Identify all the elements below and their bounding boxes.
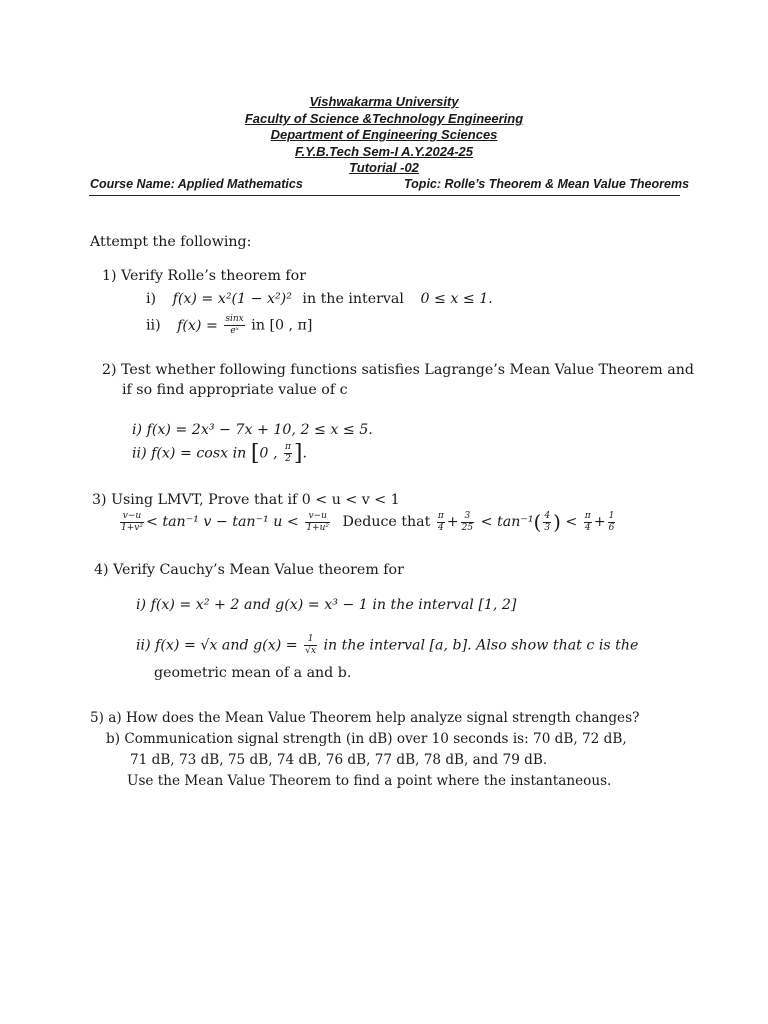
q3-pi: π xyxy=(437,510,444,521)
q2-ii-numerator: π xyxy=(284,442,291,452)
university-name: Vishwakarma University xyxy=(309,94,459,109)
q2-part-ii xyxy=(132,441,307,466)
q2-ii-denominator: 2 xyxy=(285,454,291,464)
q1-i-text: in the interval xyxy=(302,291,404,307)
q3-twentyfive: 25 xyxy=(461,522,474,533)
q3-three-over-25 xyxy=(461,511,474,534)
q1-ii-fraction xyxy=(224,314,244,337)
q1-i-label: i) xyxy=(146,291,157,307)
q3-fraction-1 xyxy=(120,511,144,534)
q2-ii-end: . xyxy=(302,445,308,462)
q3-three-b: 3 xyxy=(544,522,551,533)
faculty-name: Faculty of Science &Technology Engineering xyxy=(244,111,524,126)
q4-ii-c: geometric mean of a and b. xyxy=(154,665,352,681)
q3-four-over-three xyxy=(543,511,551,534)
q3-deduce: Deduce that xyxy=(342,514,431,530)
program-name: F.Y.B.Tech Sem-I A.Y.2024-25 xyxy=(294,144,473,159)
q3-six: 6 xyxy=(608,522,615,533)
q1-part-ii xyxy=(146,314,312,337)
q2-ii-bracket-open: [ xyxy=(250,441,260,466)
q5-part-a: 5) a) How does the Mean Value Theorem help analyze signal strength changes? xyxy=(90,710,640,726)
q3-fraction-2 xyxy=(305,511,330,534)
q3-four: 4 xyxy=(437,522,444,533)
q2-ii-fraction xyxy=(284,442,292,465)
q1-i-expression: f(x) = x²(1 − x²)² xyxy=(172,291,292,307)
q1-ii-numerator: sinx xyxy=(225,314,244,324)
q3-f2-numerator: v−u xyxy=(305,511,330,523)
instructions: Attempt the following: xyxy=(90,234,252,250)
q3-paren-close: ) xyxy=(553,510,561,534)
q3-four-b: 4 xyxy=(544,510,551,521)
q2-ii-bracket-close: ] xyxy=(293,441,303,466)
q3-one: 1 xyxy=(608,510,615,521)
header-divider xyxy=(89,195,680,196)
q1-ii-lhs: f(x) = xyxy=(177,317,218,334)
q1-ii-label: ii) xyxy=(146,317,161,334)
q2-ii-zero: 0 , xyxy=(259,445,278,462)
q3-pi-b: π xyxy=(584,510,591,521)
q3-f1-numerator: v−u xyxy=(120,511,144,523)
q4-ii-denominator: √x xyxy=(305,646,316,656)
q3-plus-b: + xyxy=(593,514,606,530)
q4-part-ii xyxy=(136,634,638,657)
q4-title: 4) Verify Cauchy’s Mean Value theorem for xyxy=(94,562,404,578)
q3-inequality xyxy=(118,510,617,534)
q3-four-c: 4 xyxy=(584,522,591,533)
q1-ii-denominator: eˣ xyxy=(230,326,239,336)
q5-part-b-line3: Use the Mean Value Theorem to find a point where the instantaneous. xyxy=(127,773,612,789)
q3-f1-denominator: 1+v² xyxy=(121,522,143,533)
q3-pi-over-4 xyxy=(437,511,445,534)
q4-part-i: i) f(x) = x² + 2 and g(x) = x³ − 1 in the interval [1, 2] xyxy=(136,597,517,613)
q3-pi-over-4-b xyxy=(584,511,592,534)
q3-middle: < tan⁻¹ v − tan⁻¹ u < xyxy=(145,514,299,530)
course-name: Course Name: Applied Mathematics xyxy=(90,177,303,191)
q1-i-condition: 0 ≤ x ≤ 1. xyxy=(420,291,493,307)
q1-ii-text: in [0 , π] xyxy=(251,317,313,334)
q3-one-over-six xyxy=(608,511,616,534)
q2-part-i: i) f(x) = 2x³ − 7x + 10, 2 ≤ x ≤ 5. xyxy=(132,422,373,438)
q4-ii-a: ii) f(x) = √x and g(x) = xyxy=(136,637,298,654)
tutorial-number: Tutorial -02 xyxy=(349,160,419,175)
q3-paren-open: ( xyxy=(533,510,542,534)
q1-title: 1) Verify Rolle’s theorem for xyxy=(102,268,306,284)
q3-lt-tan: < tan⁻¹ xyxy=(480,514,534,530)
department-name: Department of Engineering Sciences xyxy=(270,127,498,142)
q2-ii-prefix: ii) f(x) = cosx in xyxy=(132,445,247,462)
q2-line1: 2) Test whether following functions satisfies Lagrange’s Mean Value Theorem and xyxy=(102,362,694,378)
q5-part-b-line2: 71 dB, 73 dB, 75 dB, 74 dB, 76 dB, 77 dB, 78 dB, and 79 dB. xyxy=(130,752,548,768)
q3-title: 3) Using LMVT, Prove that if 0 < u < v < 1 xyxy=(92,492,400,508)
q3-plus: + xyxy=(446,514,459,530)
q3-three: 3 xyxy=(461,511,474,523)
q4-ii-numerator: 1 xyxy=(304,634,317,646)
q3-f2-denominator: 1+u² xyxy=(306,522,329,533)
q4-ii-b: in the interval [a, b]. Also show that c is the xyxy=(323,637,639,654)
q2-line2: if so find appropriate value of c xyxy=(122,382,348,398)
q4-ii-fraction xyxy=(304,634,317,657)
q3-lt: < xyxy=(565,514,578,530)
topic-name: Topic: Rolle’s Theorem & Mean Value Theorems xyxy=(404,177,690,191)
q1-part-i xyxy=(146,291,493,307)
q5-part-b-line1: b) Communication signal strength (in dB) over 10 seconds is: 70 dB, 72 dB, xyxy=(106,731,627,747)
